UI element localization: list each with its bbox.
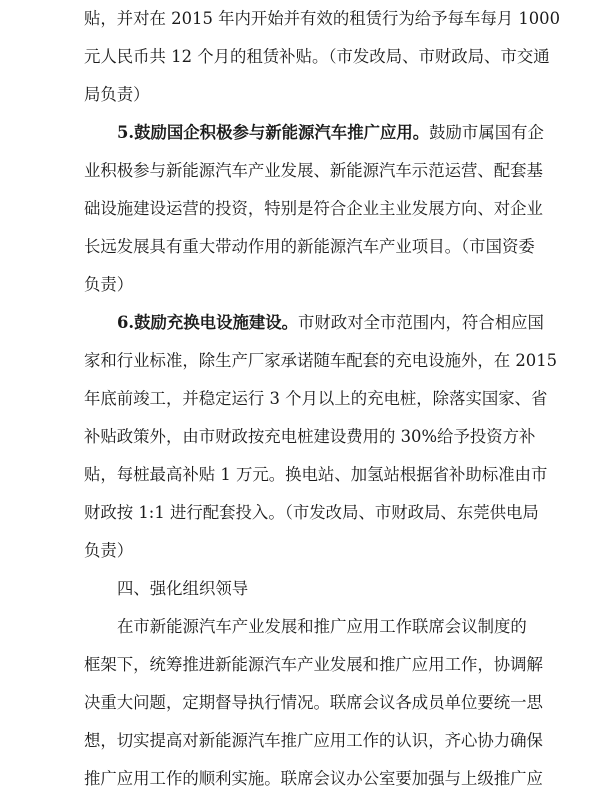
body-line-3: 局负责） [84, 85, 150, 104]
section-6-line-6: 财政按 1:1 进行配套投入。（市发改局、市财政局、东莞供电局 [84, 503, 539, 522]
section-6-last-line: 负责） [84, 541, 134, 560]
body-line-1: 贴，并对在 2015 年内开始并有效的租赁行为给予每车每月 1000 [84, 9, 561, 28]
document-page [84, 0, 561, 798]
section-5-first-text: 鼓励市属国有企 [429, 123, 544, 142]
section-4-heading: 四、强化组织领导 [117, 579, 249, 598]
section-6-line-3: 年底前竣工，并稳定运行 3 个月以上的充电桩，除落实国家、省 [84, 389, 548, 408]
section-5-line-4: 长远发展具有重大带动作用的新能源汽车产业项目。（市国资委 [84, 237, 535, 256]
section-6-line-4: 补贴政策外，由市财政按充电桩建设费用的 30%给予投资方补 [84, 427, 536, 446]
section-6-first-line [84, 304, 544, 342]
section-4-line-1: 在市新能源汽车产业发展和推广应用工作联席会议制度的 [117, 617, 527, 636]
section-6-title: 6.鼓励充换电设施建设。 [117, 313, 299, 332]
section-5-line-2: 业积极参与新能源汽车产业发展、新能源汽车示范运营、配套基 [84, 161, 543, 180]
section-5-line-3: 础设施建设运营的投资，特别是符合企业主业发展方向、对企业 [84, 199, 543, 218]
section-6-line-2: 家和行业标准，除生产厂家承诺随车配套的充电设施外，在 2015 [84, 351, 558, 370]
section-4-line-2: 框架下，统筹推进新能源汽车产业发展和推广应用工作，协调解 [84, 655, 543, 674]
section-5-title: 5.鼓励国企积极参与新能源汽车推广应用。 [117, 123, 430, 142]
section-5-first-line [84, 114, 544, 152]
section-4-line-3: 决重大问题，定期督导执行情况。联席会议各成员单位要统一思 [84, 693, 543, 712]
section-4-line-5: 推广应用工作的顺利实施。联席会议办公室要加强与上级推广应 [84, 769, 543, 788]
section-4-line-4: 想，切实提高对新能源汽车推广应用工作的认识，齐心协力确保 [84, 731, 543, 750]
section-5-last-line: 负责） [84, 275, 134, 294]
body-line-2: 元人民币共 12 个月的租赁补贴。（市发改局、市财政局、市交通 [84, 47, 550, 66]
section-6-first-text: 市财政对全市范围内，符合相应国 [298, 313, 544, 332]
section-6-line-5: 贴，每桩最高补贴 1 万元。换电站、加氢站根据省补助标准由市 [84, 465, 548, 484]
